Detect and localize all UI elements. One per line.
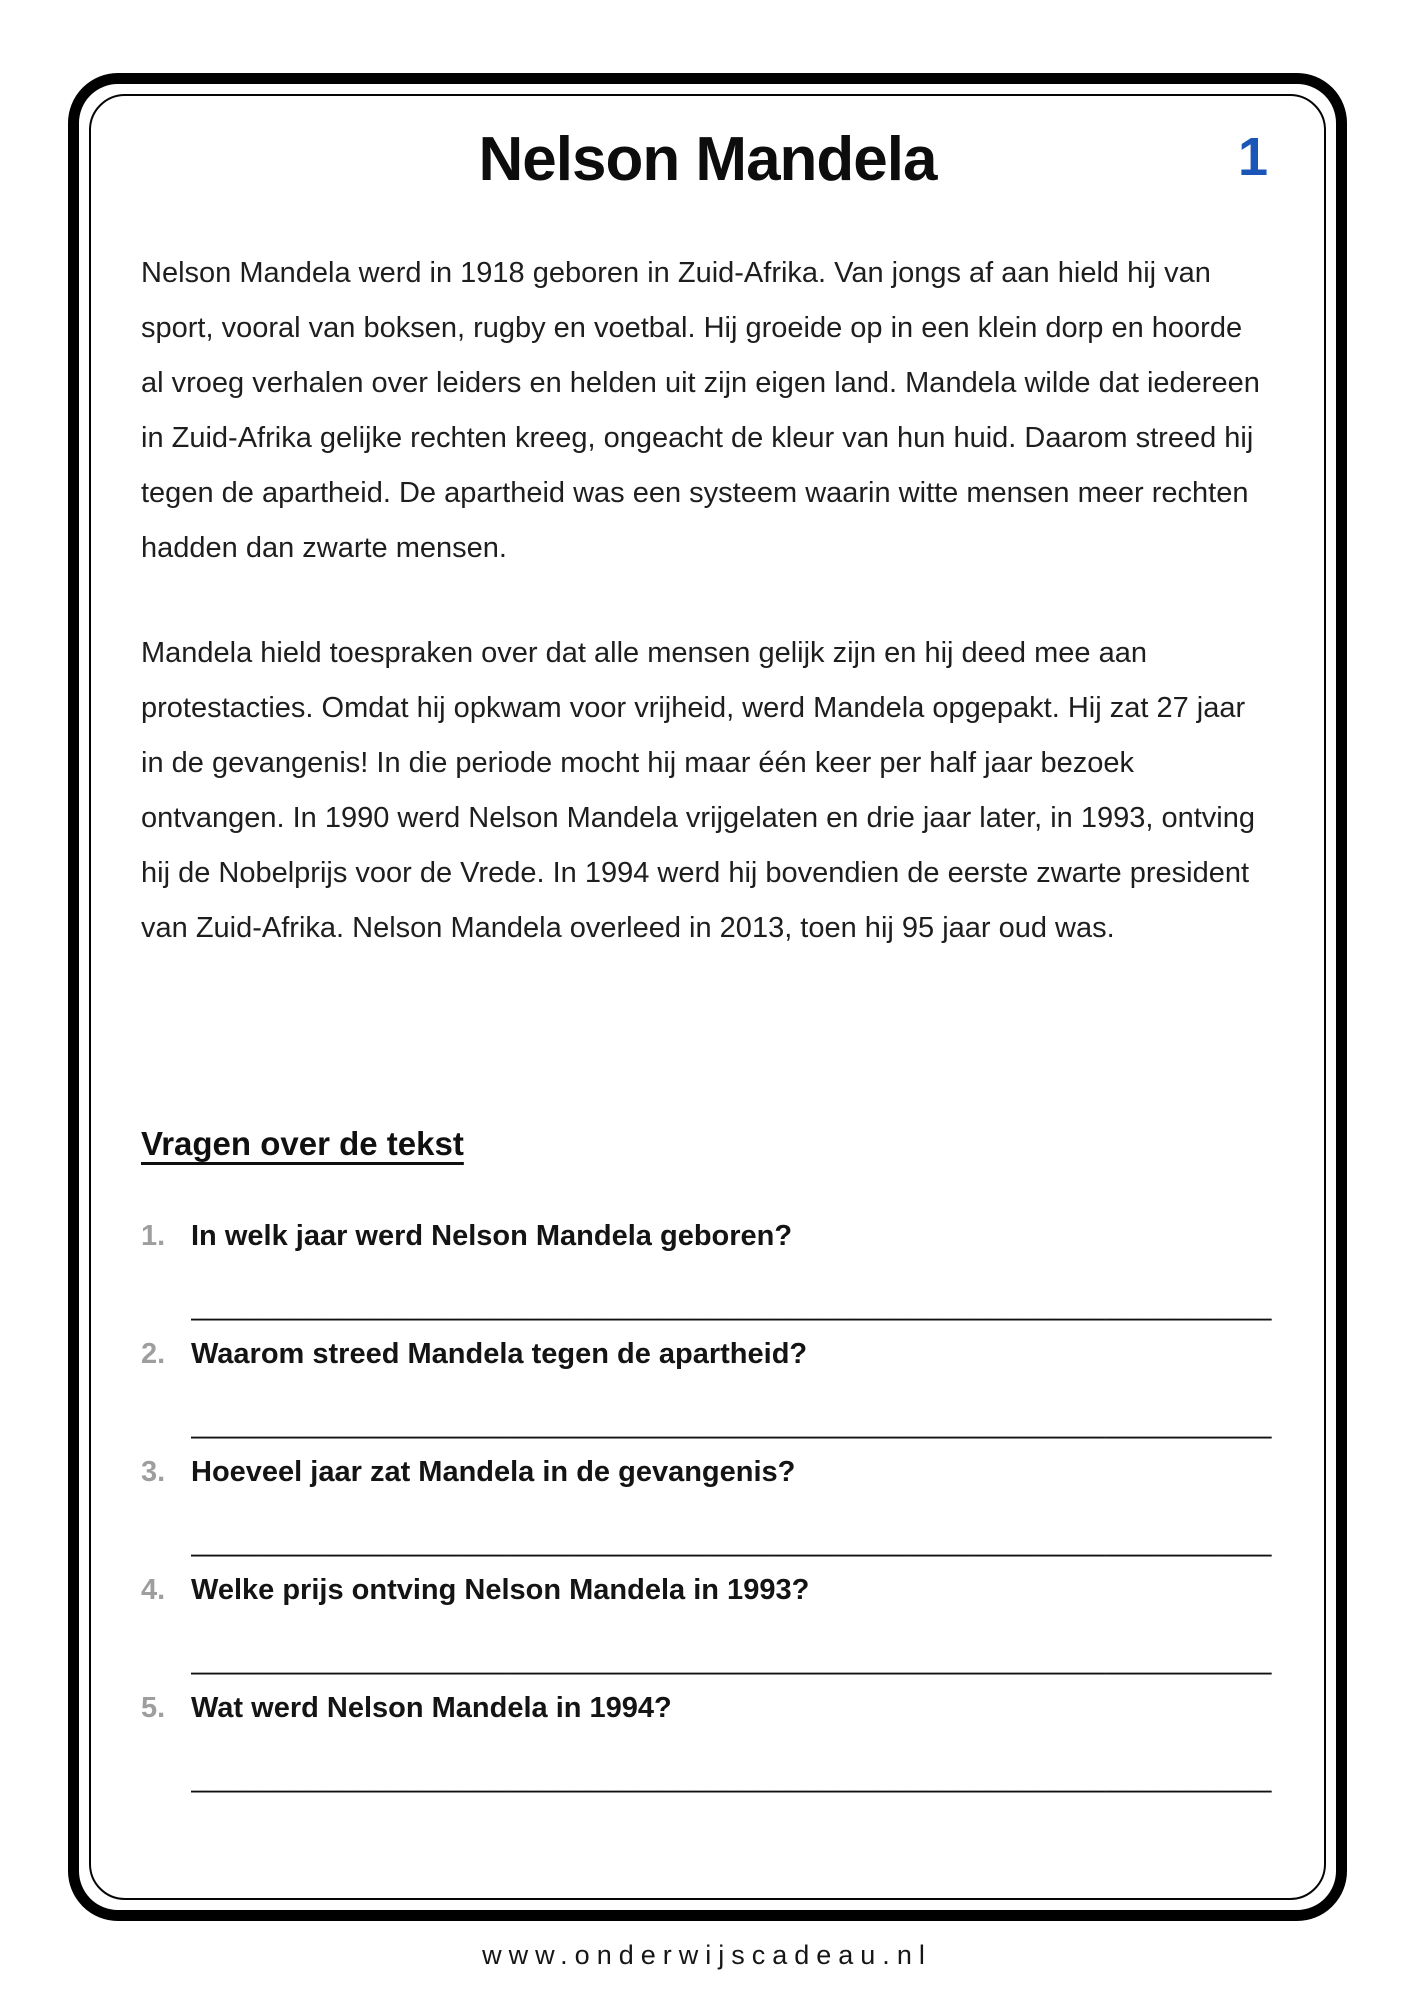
question-item-5 <box>141 1691 1274 1797</box>
question-number: 1. <box>141 1220 166 1252</box>
reading-text <box>141 246 1271 956</box>
article-paragraph-2: Mandela hield toespraken over dat alle mensen gelijk zijn en hij deed mee aan protestacties. Omdat hij opkwam voor vrijheid, werd Mandela opgepakt. Hij zat 27 jaar in de gevangenis! In die periode mocht hij maar één keer per half jaar bezoek ontvangen. In 1990 werd Nelson Mandela vrijgelaten en drie jaar later, in 1993, ontving hij de Nobelprijs voor de Vrede. In 1994 werd hij bovendien de eerste zwarte president van Zuid-Afrika. Nelson Mandela overleed in 2013, toen hij 95 jaar oud was. <box>141 637 1256 944</box>
question-number: 5. <box>141 1692 166 1724</box>
question-text: Wat werd Nelson Mandela in 1994? <box>191 1692 672 1724</box>
question-item-4 <box>141 1573 1274 1679</box>
footer-website: www.onderwijscadeau.nl <box>482 1940 932 1970</box>
question-text: In welk jaar werd Nelson Mandela geboren? <box>191 1220 793 1252</box>
page-number: 1 <box>1237 127 1268 187</box>
article-paragraph-1: Nelson Mandela werd in 1918 geboren in Zuid-Afrika. Van jongs af aan hield hij van sport, vooral van boksen, rugby en voetbal. Hij groeide op in een klein dorp en hoorde al vroeg verhalen over leiders en helden uit zijn eigen land. Mandela wilde dat iedereen in Zuid-Afrika gelijke rechten kreeg, ongeacht de kleur van hun huid. Daarom streed hij tegen de apartheid. De apartheid was een systeem waarin witte mensen meer rechten hadden dan zwarte mensen. <box>141 257 1260 564</box>
answer-line: _________________________________________________________________ <box>191 1408 1272 1440</box>
question-item-2 <box>141 1337 1274 1443</box>
answer-line: _________________________________________________________________ <box>191 1762 1272 1794</box>
page-title: Nelson Mandela <box>478 125 937 194</box>
answer-line: _________________________________________________________________ <box>191 1644 1272 1676</box>
answer-line: _________________________________________________________________ <box>191 1526 1272 1558</box>
question-number: 2. <box>141 1338 166 1370</box>
question-number: 3. <box>141 1456 166 1488</box>
questions-list <box>141 1219 1274 1797</box>
question-text: Waarom streed Mandela tegen de apartheid? <box>191 1338 808 1370</box>
questions-section <box>141 1124 1274 1797</box>
question-item-1 <box>141 1219 1274 1325</box>
answer-line: _________________________________________________________________ <box>191 1290 1272 1322</box>
question-text: Welke prijs ontving Nelson Mandela in 1993? <box>191 1574 810 1606</box>
worksheet-inner-border <box>89 94 1326 1900</box>
question-text: Hoeveel jaar zat Mandela in de gevangenis? <box>191 1456 796 1488</box>
question-number: 4. <box>141 1574 166 1606</box>
worksheet-outer-border <box>68 73 1347 1921</box>
question-item-3 <box>141 1455 1274 1561</box>
questions-heading: Vragen over de tekst <box>141 1125 464 1162</box>
